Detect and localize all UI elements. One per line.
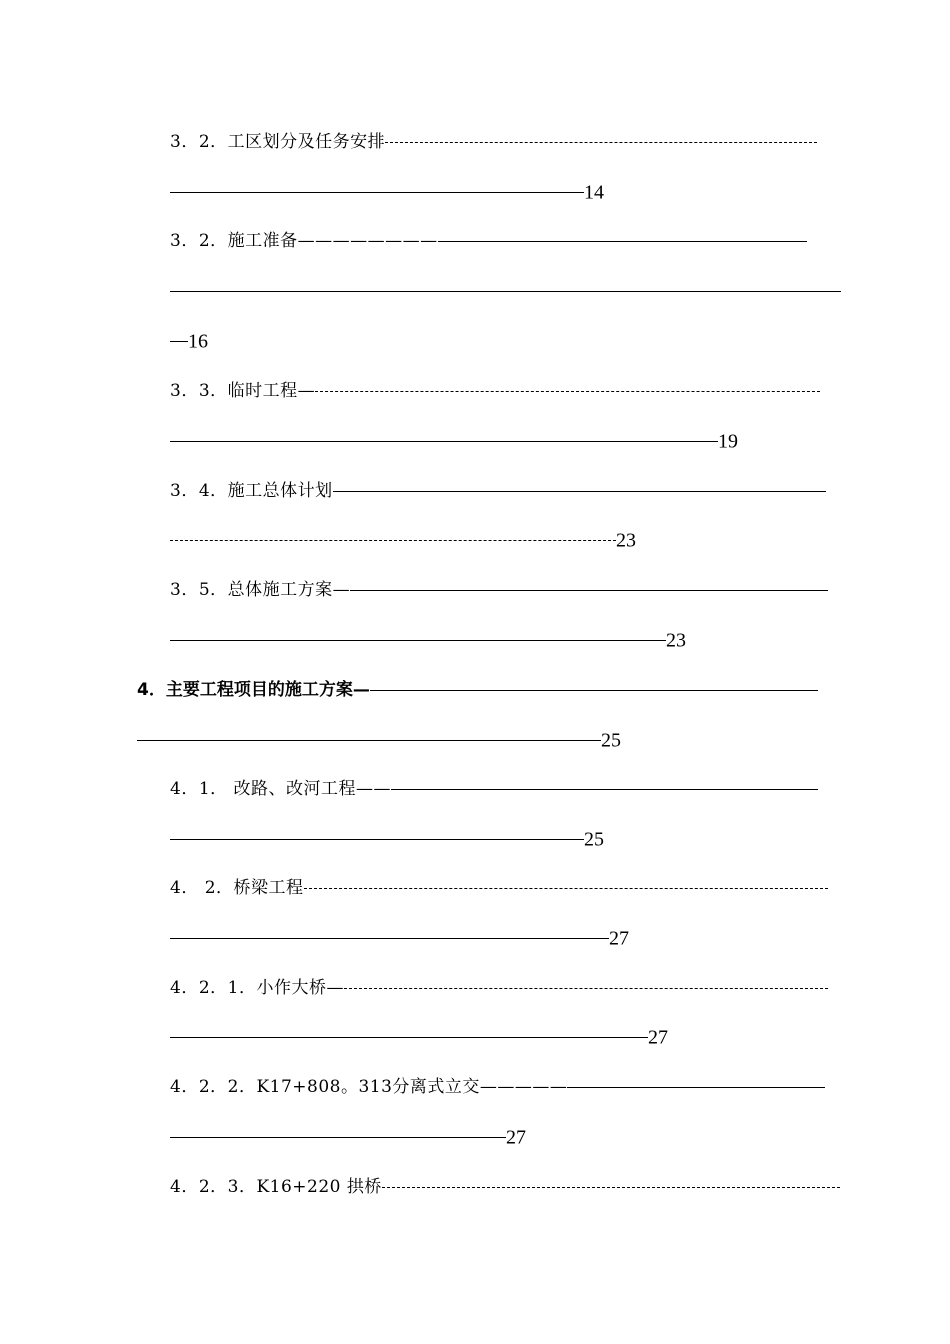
leader-line — [391, 789, 818, 790]
toc-entry-label[interactable] — [170, 1076, 825, 1098]
toc-entry-label[interactable] — [170, 131, 817, 153]
toc-entry-label[interactable] — [170, 480, 826, 502]
toc-entry-continuation[interactable] — [170, 927, 629, 950]
leader-line — [137, 740, 601, 741]
leader-line — [170, 540, 616, 541]
leader-line — [170, 441, 718, 442]
leader-line — [370, 690, 818, 691]
page-number: 19 — [718, 430, 738, 453]
toc-label-text: 3．2．施工准备———————— — [170, 231, 438, 251]
leader-line — [438, 241, 807, 242]
toc-entry-continuation[interactable] — [170, 181, 604, 204]
leader-line — [350, 590, 828, 591]
leader-line — [382, 1187, 840, 1188]
leader-line — [385, 142, 817, 143]
toc-entry-continuation[interactable] — [137, 729, 621, 752]
toc-entry-continuation — [170, 280, 841, 302]
page-number: 16 — [188, 330, 208, 353]
leader-line — [170, 938, 609, 939]
leader-line — [333, 491, 826, 492]
toc-entry-continuation[interactable] — [170, 629, 686, 652]
toc-entry-continuation[interactable] — [170, 1026, 668, 1049]
toc-label-text: 3．5．总体施工方案— — [170, 580, 351, 600]
toc-entry-continuation[interactable] — [170, 1126, 526, 1149]
page-number: 23 — [666, 629, 686, 652]
toc-entry-label[interactable] — [170, 230, 807, 252]
toc-entry-label[interactable] — [170, 977, 828, 999]
toc-entry-continuation[interactable] — [170, 330, 208, 353]
toc-label-text: 4．主要工程项目的施工方案— — [137, 680, 370, 700]
page-number: 25 — [584, 828, 604, 851]
toc-entry-continuation[interactable] — [170, 529, 636, 552]
toc-label-text: 4． 2．桥梁工程 — [170, 878, 304, 898]
page-number: 23 — [616, 529, 636, 552]
leader-line — [170, 1137, 506, 1138]
page-number: 27 — [506, 1126, 526, 1149]
page-number: 25 — [601, 729, 621, 752]
toc-chapter-label[interactable] — [137, 679, 818, 701]
toc-label-text: 3．4．施工总体计划 — [170, 481, 333, 501]
leader-line — [170, 839, 584, 840]
toc-entry-continuation[interactable] — [170, 828, 604, 851]
page-number: 14 — [584, 181, 604, 204]
leader-line — [170, 640, 666, 641]
toc-entry-label[interactable] — [170, 1176, 840, 1198]
page-number: 27 — [648, 1026, 668, 1049]
leader-line — [344, 988, 828, 989]
toc-label-text: 4．2．3．K16+220 拱桥 — [170, 1177, 382, 1197]
leader-line — [170, 1037, 648, 1038]
toc-entry-label[interactable] — [170, 778, 818, 800]
toc-label-text: 4．1． 改路、改河工程—— — [170, 779, 392, 799]
page-number: 27 — [609, 927, 629, 950]
leader-line — [567, 1087, 825, 1088]
leader-line — [170, 291, 841, 292]
leader-line — [304, 888, 828, 889]
toc-label-text: 4．2．2．K17+808。313分离式立交————— — [170, 1077, 568, 1097]
toc-label-text: 3．2．工区划分及任务安排 — [170, 132, 386, 152]
toc-entry-continuation[interactable] — [170, 430, 738, 453]
toc-entry-label[interactable] — [170, 579, 828, 601]
leader-line — [315, 391, 820, 392]
leader-line — [170, 192, 584, 193]
leader-line — [170, 341, 188, 342]
toc-entry-label[interactable] — [170, 877, 828, 899]
toc-label-text: 4．2．1．小作大桥— — [170, 978, 344, 998]
toc-entry-label[interactable] — [170, 380, 820, 402]
toc-label-text: 3．3．临时工程— — [170, 381, 316, 401]
